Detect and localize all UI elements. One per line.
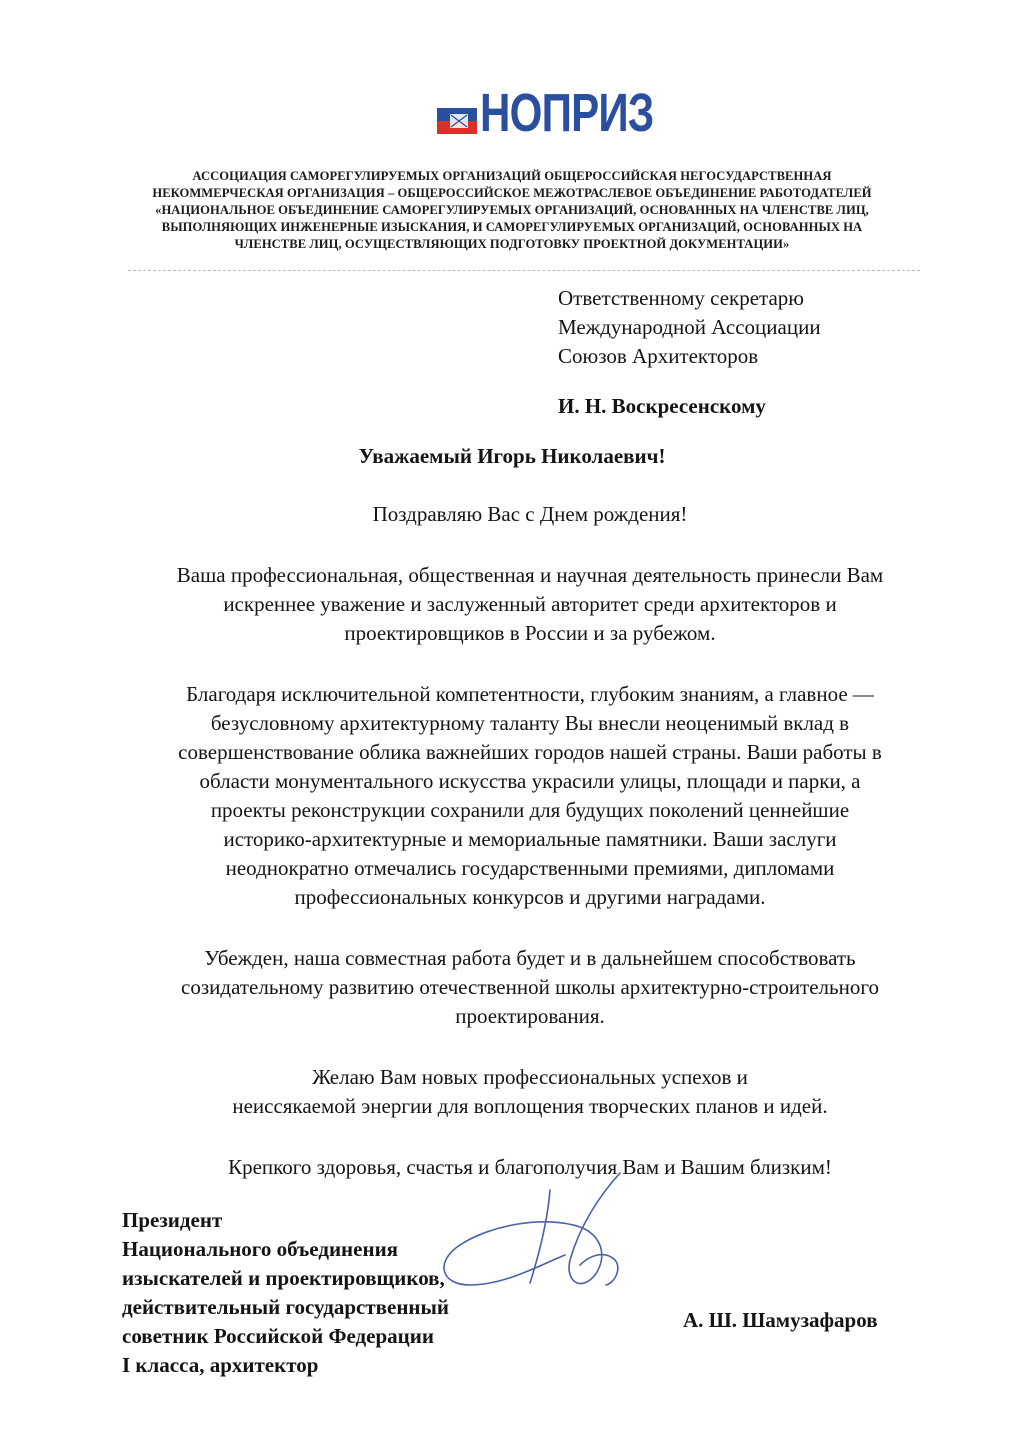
body-line: неоднократно отмечались государственными премиями, дипломами (225, 856, 835, 880)
body-line: проектировщиков в России и за рубежом. (344, 621, 716, 645)
body-line: Убежден, наша совместная работа будет и в дальнейшем способствовать (204, 946, 856, 970)
body-line: совершенствование облика важнейших городов нашей страны. Ваши работы в (178, 740, 882, 764)
body-line: Крепкого здоровья, счастья и благополучия Вам и Вашим близким! (228, 1155, 832, 1179)
letter-body (100, 500, 960, 1182)
addressee-line: Международной Ассоциации (558, 315, 821, 339)
organization-header (100, 168, 924, 253)
header-divider (128, 270, 920, 271)
signatory-title-line: Национального объединения (122, 1237, 399, 1261)
body-line: Ваша профессиональная, общественная и научная деятельность принесли Вам (176, 563, 884, 587)
org-line: ЧЛЕНСТВЕ ЛИЦ, ОСУЩЕСТВЛЯЮЩИХ ПОДГОТОВКУ ПРОЕКТНОЙ ДОКУМЕНТАЦИИ» (234, 237, 790, 251)
body-line: проектирования. (455, 1004, 605, 1028)
body-paragraph (100, 944, 960, 1031)
org-line: НЕКОММЕРЧЕСКАЯ ОРГАНИЗАЦИЯ – ОБЩЕРОССИЙСКОЕ МЕЖОТРАСЛЕВОЕ ОБЪЕДИНЕНИЕ РАБОТОДАТЕЛЕЙ (152, 186, 872, 200)
signatory-title-line: советник Российской Федерации (122, 1324, 434, 1348)
org-line: ВЫПОЛНЯЮЩИХ ИНЖЕНЕРНЫЕ ИЗЫСКАНИЯ, И САМОРЕГУЛИРУЕМЫХ ОРГАНИЗАЦИЙ, ОСНОВАННЫХ НА (161, 220, 863, 234)
signatory-title-line: действительный государственный (122, 1295, 450, 1319)
salutation: Уважаемый Игорь Николаевич! (358, 444, 666, 468)
body-line: безусловному архитектурному таланту Вы внесли неоценимый вклад в (210, 711, 850, 735)
body-paragraph (100, 1063, 960, 1121)
congratulation-line: Поздравляю Вас с Днем рождения! (372, 502, 688, 526)
body-line: области монументального искусства украсили улицы, площади и парки, а (199, 769, 861, 793)
addressee-name: И. Н. Воскресенскому (558, 394, 766, 418)
body-paragraph (100, 680, 960, 912)
body-line: искреннее уважение и заслуженный авторитет среди архитекторов и (223, 592, 837, 616)
nopriz-logo (437, 80, 702, 143)
addressee-block (558, 284, 821, 421)
signatory-title-line: изыскателей и проектировщиков, (122, 1266, 445, 1290)
signatory-title (122, 1206, 449, 1380)
body-line: Желаю Вам новых профессиональных успехов и (312, 1065, 748, 1089)
addressee-line: Ответственному секретарю (558, 286, 804, 310)
body-line: неиссякаемой энергии для воплощения творческих планов и идей. (232, 1094, 828, 1118)
signatory-title-line: I класса, архитектор (122, 1353, 319, 1377)
body-line: Благодаря исключительной компетентности, глубоким знаниям, а главное — (186, 682, 874, 706)
signatory-name: А. Ш. Шамузафаров (683, 1308, 878, 1332)
signatory-title-line: Президент (122, 1208, 223, 1232)
body-line: проекты реконструкции сохранили для будущих поколений ценнейшие (210, 798, 850, 822)
body-line: профессиональных конкурсов и другими наградами. (294, 885, 766, 909)
addressee-line: Союзов Архитекторов (558, 344, 759, 368)
body-line: историко-архитектурные и мемориальные памятники. Ваши заслуги (223, 827, 837, 851)
org-line: «НАЦИОНАЛЬНОЕ ОБЪЕДИНЕНИЕ САМОРЕГУЛИРУЕМЫХ ОРГАНИЗАЦИЙ, ОСНОВАННЫХ НА ЧЛЕНСТВЕ ЛИЦ, (155, 203, 869, 217)
org-line: АССОЦИАЦИЯ САМОРЕГУЛИРУЕМЫХ ОРГАНИЗАЦИЙ ОБЩЕРОССИЙСКАЯ НЕГОСУДАРСТВЕННАЯ (192, 169, 832, 183)
body-line: созидательному развитию отечественной школы архитектурно-строительного (181, 975, 879, 999)
body-paragraph (100, 561, 960, 648)
logo-emblem-icon (437, 108, 477, 134)
logo-text: НОПРИЗ (480, 83, 654, 143)
handwritten-signature-icon (430, 1165, 660, 1325)
